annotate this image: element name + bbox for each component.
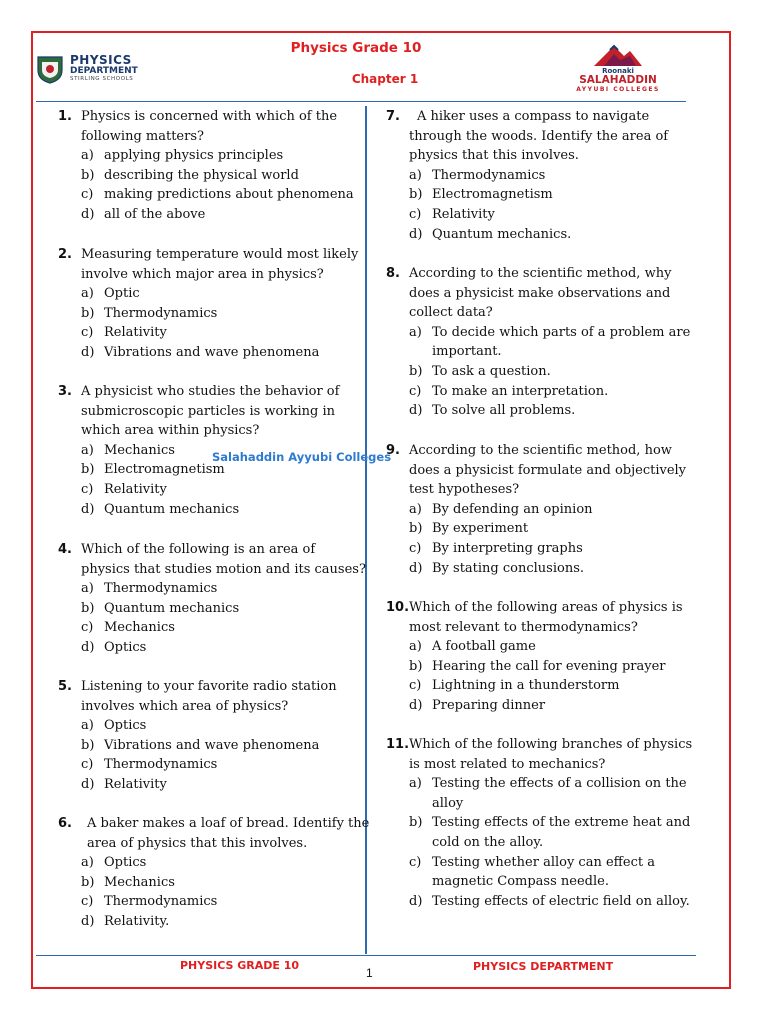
answer-option: b) Vibrations and wave phenomena [81,737,320,753]
question-11: 11. Which of the following branches of physics is most related to mechanics? a) Testing the effects of a collision on the alloy b) Testing effects of the extreme heat and cold on the alloy. c) Testing whether alloy can effect a magnetic Compass needle. d) Testing effects of electric field on alloy. [386,735,696,911]
answer-option: a) Thermodynamics [409,167,546,183]
question-stem: Which of the following areas of physics is most relevant to thermodynamics? [409,600,683,635]
answer-option: d) Quantum mechanics. [409,226,572,242]
answer-option: b) By experiment [409,521,529,537]
answer-option: a) Thermodynamics [81,581,218,597]
answer-option: d) Relativity. [81,913,170,929]
answer-option: b) Quantum mechanics [81,600,240,616]
answer-option: b) Electromagnetism [81,462,225,478]
answer-option: d) Optics [81,639,147,655]
question-4: 4. Which of the following is an area of physics that studies motion and its causes? a) Thermodynamics b) Quantum mechanics c) Mechanics d) Optics [58,540,368,658]
answer-option: d) all of the above [81,206,206,222]
question-3: 3. A physicist who studies the behavior of submicroscopic particles is working in which area within physics? a) Mechanics b) Electromagnetism c) Relativity d) Quantum mechanics [58,382,348,519]
question-stem: A hiker uses a compass to navigate through the woods. Identify the area of physics that this involves. [409,109,669,164]
answer-option: a) Optic [81,286,140,302]
question-stem: Measuring temperature would most likely involve which major area in physics? [81,247,359,282]
answer-option: a) To decide which parts of a problem are important. [409,324,691,360]
answer-option: b) To ask a question. [409,363,551,379]
question-5: 5. Listening to your favorite radio station involves which area of physics? a) Optics b) Vibrations and wave phenomena c) Thermodynamics d) Relativity [58,677,358,795]
answer-option: b) Electromagnetism [409,187,553,203]
question-1: 1. Physics is concerned with which of the following matters? a) applying physics principles b) describing the physical world c) making predictions about phenomena d) all of the above [58,107,368,225]
answer-option: a) Testing the effects of a collision on the alloy [409,776,687,811]
page-number: 1 [366,966,373,980]
answer-option: a) Mechanics [81,442,175,458]
answer-option: b) Testing effects of the extreme heat and cold on the alloy. [409,815,691,850]
question-9: 9. According to the scientific method, how does a physicist formulate and objectively test hypotheses? a) By defending an opinion b) By experiment c) By interpreting graphs d) By stating conclusions. [386,441,696,578]
answer-option: c) Lightning in a thunderstorm [409,678,620,694]
answer-option: c) Relativity [81,481,167,497]
answer-option: a) Optics [81,855,147,871]
answer-option: c) Testing whether alloy can effect a magnetic Compass needle. [409,854,655,890]
footer-course-label: PHYSICS GRADE 10 [180,959,300,972]
answer-option: b) Thermodynamics [81,305,218,321]
answer-option: d) Vibrations and wave phenomena [81,344,320,360]
footer-department-label: PHYSICS DEPARTMENT [473,960,614,973]
question-6: 6. A baker makes a loaf of bread. Identify the area of physics that this involves. a) Optics b) Mechanics c) Thermodynamics d) Relativity. [58,814,370,932]
answer-option: a) By defending an opinion [409,501,593,517]
question-stem: A baker makes a loaf of bread. Identify the area of physics that this involves. [87,816,370,851]
question-stem: According to the scientific method, why does a physicist make observations and collect data? [409,266,672,321]
answer-option: c) Thermodynamics [81,894,218,910]
answer-option: c) Relativity [409,206,495,222]
answer-option: a) A football game [409,639,536,655]
physics-department-logo: PHYSICS DEPARTMENT STIRLING SCHOOLS [36,52,154,86]
answer-option: d) Quantum mechanics [81,501,240,517]
answer-option: b) Mechanics [81,874,175,890]
answer-option: d) By stating conclusions. [409,560,585,576]
salahaddin-colleges-logo: Roonaki SALAHADDIN AYYUBI COLLEGES [562,42,674,94]
page-title: Physics Grade 10 [290,40,422,56]
footer-divider [36,955,696,956]
question-7: 7. A hiker uses a compass to navigate through the woods. Identify the area of physics that this involves. a) Thermodynamics b) Electromagnetism c) Relativity d) Quantum mechanics. [386,107,686,244]
answer-option: d) Preparing dinner [409,697,546,713]
answer-option: c) making predictions about phenomena [81,187,354,203]
answer-option: d) Relativity [81,776,167,792]
header-divider [36,101,686,102]
answer-option: c) Relativity [81,325,167,341]
answer-option: c) Mechanics [81,620,175,636]
question-stem: According to the scientific method, how does a physicist formulate and objectively test hypotheses? [409,443,687,498]
question-stem: Physics is concerned with which of the following matters? [81,109,338,144]
question-8: 8. According to the scientific method, why does a physicist make observations and collect data? a) To decide which parts of a problem are important. b) To ask a question. c) To make an interpretation. d) To solve all problems. [386,264,696,421]
question-10: 10. Which of the following areas of physics is most relevant to thermodynamics? a) A football game b) Hearing the call for evening prayer c) Lightning in a thunderstorm d) Preparing dinner [386,598,696,716]
answer-option: a) Optics [81,718,147,734]
question-stem: A physicist who studies the behavior of submicroscopic particles is working in which area within physics? [81,384,340,439]
answer-option: a) applying physics principles [81,148,284,164]
question-stem: Listening to your favorite radio station involves which area of physics? [81,679,337,714]
chapter-label: Chapter 1 [351,72,419,86]
answer-option: c) By interpreting graphs [409,540,583,556]
answer-option: d) To solve all problems. [409,403,576,419]
question-2: 2. Measuring temperature would most likely involve which major area in physics? a) Optic b) Thermodynamics c) Relativity d) Vibrations and wave phenomena [58,245,368,363]
answer-option: b) describing the physical world [81,167,299,183]
answer-option: c) Thermodynamics [81,757,218,773]
mountain-logo-icon [590,42,646,68]
answer-option: d) Testing effects of electric field on alloy. [409,893,690,909]
answer-option: c) To make an interpretation. [409,383,609,399]
question-stem: Which of the following is an area of physics that studies motion and its causes? [81,542,366,577]
answer-option: b) Hearing the call for evening prayer [409,658,666,674]
question-stem: Which of the following branches of physics is most related to mechanics? [409,737,693,772]
college-watermark: Salahaddin Ayyubi Colleges [212,450,392,464]
